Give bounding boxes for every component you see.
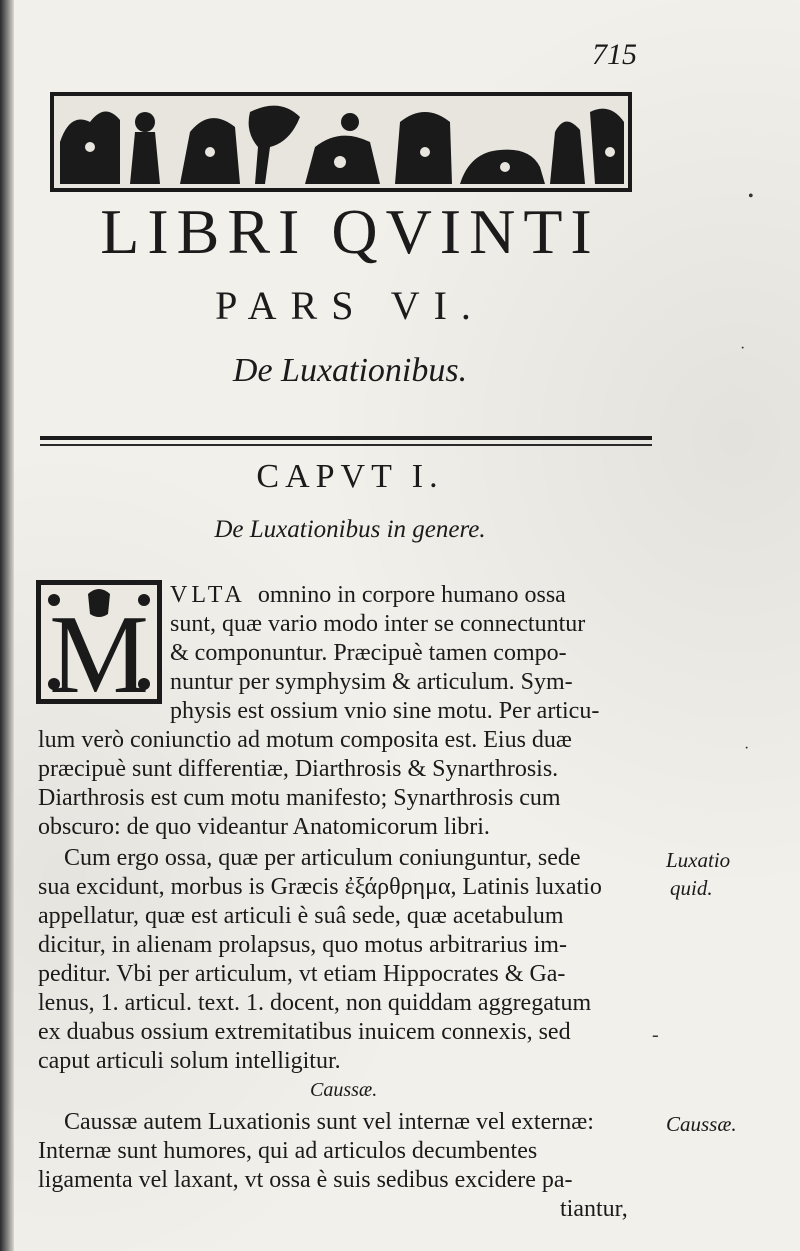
page-number: 715 [592,38,637,71]
text-line-2: sunt, quæ vario modo inter se connectuntur [170,611,586,637]
ink-speck: · [744,740,750,757]
svg-text:M: M [49,593,149,704]
decorated-initial [36,580,162,704]
chapter-subheading: De Luxationibus in genere. [214,516,486,543]
part-subtitle: De Luxationibus. [232,352,468,389]
double-rule-divider [40,436,652,448]
text-line-19: Internæ sunt humores, qui ad articulos decumbentes [38,1138,538,1164]
text-line-5: physis est ossium vnio sine motu. Per articu- [170,698,600,724]
part-heading: PARS VI. [215,283,485,328]
text-line-7: præcipuè sunt differentiæ, Diarthrosis & Synarthrosis. [38,756,559,782]
margin-note-luxatio: Luxatio [666,848,731,872]
opening-word: VLTA [170,582,246,608]
chapter-heading: CAPVT I. [256,458,444,495]
text-line-18: Caussæ autem Luxationis sunt vel internæ vel externæ: [64,1109,594,1135]
text-line-8: Diarthrosis est cum motu manifesto; Synarthrosis cum [38,785,561,811]
text-line-10: Cum ergo ossa, quæ per articulum coniunguntur, sede [64,845,581,871]
text-line-12: appellatur, quæ est articuli è suâ sede, quæ acetabulum [38,903,564,929]
ink-speck: • [748,188,754,205]
text-line-6: lum verò coniunctio ad motum composita est. Eius duæ [38,727,572,753]
text-line-15: lenus, 1. articul. text. 1. docent, non quiddam aggregatum [38,990,592,1016]
text-line-17: caput articuli solum intelligitur. [38,1048,341,1074]
page-binding-edge [0,0,14,1251]
text-line-16: ex duabus ossium extremitatibus inuicem connexis, sed [38,1019,571,1045]
text-line-21: tiantur, [560,1196,628,1222]
ink-speck: - [652,1024,659,1046]
text-line-11: sua excidunt, morbus is Græcis ἐξάρθρημα, Latinis luxatio [38,874,602,900]
text-line-14: peditur. Vbi per articulum, vt etiam Hippocrates & Ga- [38,961,566,987]
woodcut-banner [50,92,632,192]
text-line-13: dicitur, in alienam prolapsus, quo motus arbitrarius im- [38,932,567,958]
book-title: LIBRI QVINTI [100,196,600,267]
text-line-4: nuntur per symphysim & articulum. Sym- [170,669,573,695]
text-line-3: & componuntur. Præcipuè tamen compo- [170,640,567,666]
text-line-20: ligamenta vel laxant, vt ossa è suis sedibus excidere pa- [38,1167,573,1193]
margin-note-caussae: Caussæ. [666,1112,737,1136]
text-line-1: VLTA omnino in corpore humano ossa [170,582,566,608]
ink-speck: · [740,340,746,357]
margin-note-quid: quid. [670,876,713,900]
section-heading: Caussæ. [310,1079,378,1101]
text-line-9: obscuro: de quo videantur Anatomicorum libri. [38,814,490,840]
